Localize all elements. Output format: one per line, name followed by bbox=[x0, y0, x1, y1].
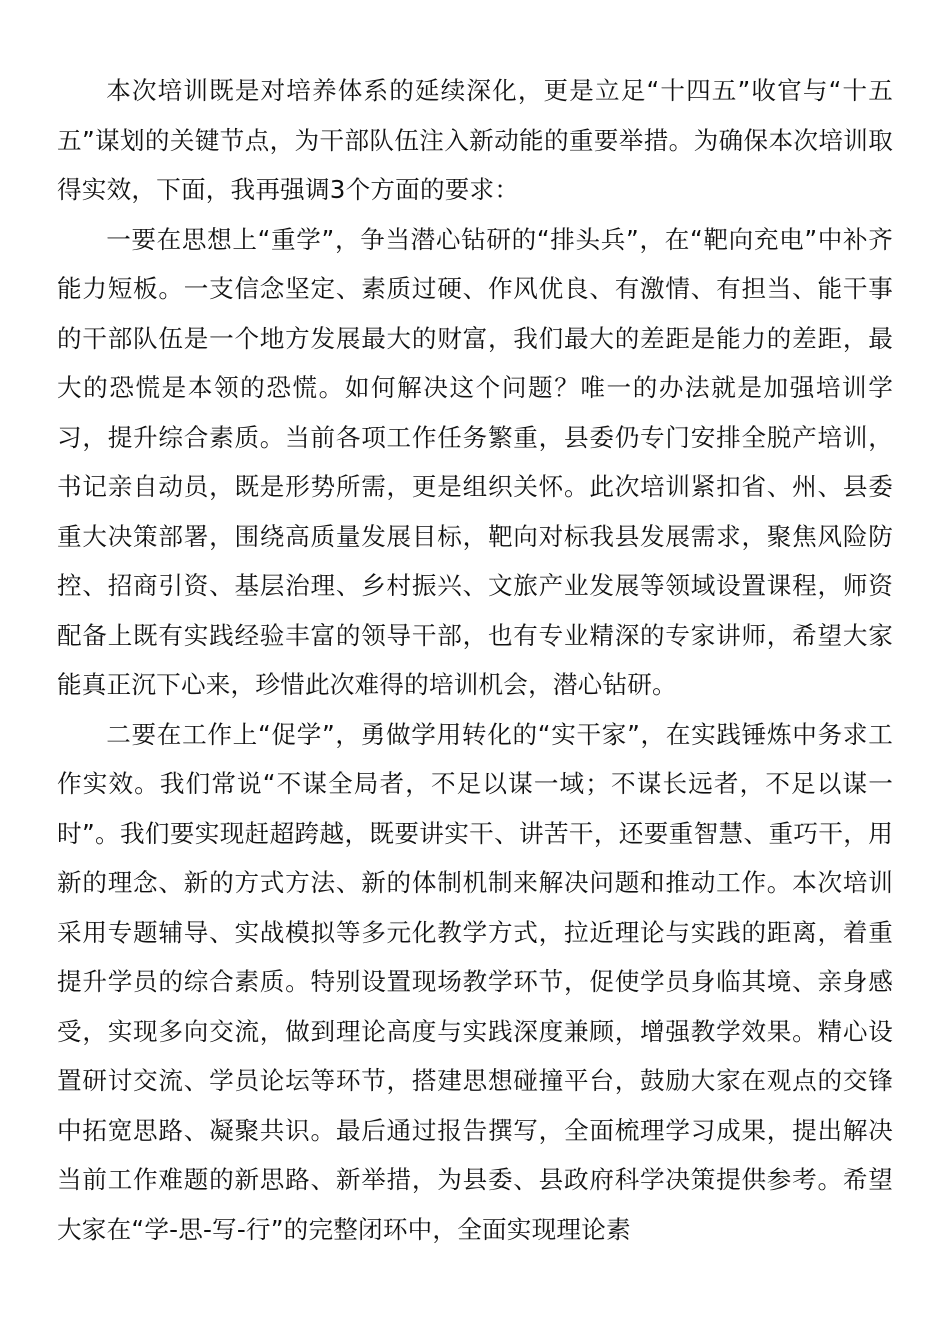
document-body bbox=[57, 66, 893, 1254]
paragraph-requirement-two: 二要在工作上“促学”，勇做学用转化的“实干家”，在实践锤炼中务求工作实效。我们常说“不谋全局者，不足以谋一域；不谋长远者，不足以谋一时”。我们要实现赶超跨越，既要讲实干、讲苦干，还要重智慧、重巧干，用新的理念、新的方式方法、新的体制机制来解决问题和推动工作。本次培训采用专题辅导、实战模拟等多元化教学方式，拉近理论与实践的距离，着重提升学员的综合素质。特别设置现场教学环节，促使学员身临其境、亲身感受，实现多向交流，做到理论高度与实践深度兼顾，增强教学效果。精心设置研讨交流、学员论坛等环节，搭建思想碰撞平台，鼓励大家在观点的交锋中拓宽思路、凝聚共识。最后通过报告撰写，全面梳理学习成果，提出解决当前工作难题的新思路、新举措，为县委、县政府科学决策提供参考。希望大家在“学-思-写-行”的完整闭环中，全面实现理论素 bbox=[57, 719, 893, 1244]
paragraph-intro: 本次培训既是对培养体系的延续深化，更是立足“十四五”收官与“十五五”谋划的关键节点，为干部队伍注入新动能的重要举措。为确保本次培训取得实效，下面，我再强调3个方面的要求： bbox=[57, 76, 893, 204]
paragraph-requirement-one: 一要在思想上“重学”，争当潜心钻研的“排头兵”，在“靶向充电”中补齐能力短板。一支信念坚定、素质过硬、作风优良、有激情、有担当、能干事的干部队伍是一个地方发展最大的财富，我们最大的差距是能力的差距，最大的恐慌是本领的恐慌。如何解决这个问题？唯一的办法就是加强培训学习，提升综合素质。当前各项工作任务繁重，县委仍专门安排全脱产培训，书记亲自动员，既是形势所需，更是组织关怀。此次培训紧扣省、州、县委重大决策部署，围绕高质量发展目标，靶向对标我县发展需求，聚焦风险防控、招商引资、基层治理、乡村振兴、文旅产业发展等领域设置课程，师资配备上既有实践经验丰富的领导干部，也有专业精深的专家讲师，希望大家能真正沉下心来，珍惜此次难得的培训机会，潜心钻研。 bbox=[57, 224, 893, 699]
